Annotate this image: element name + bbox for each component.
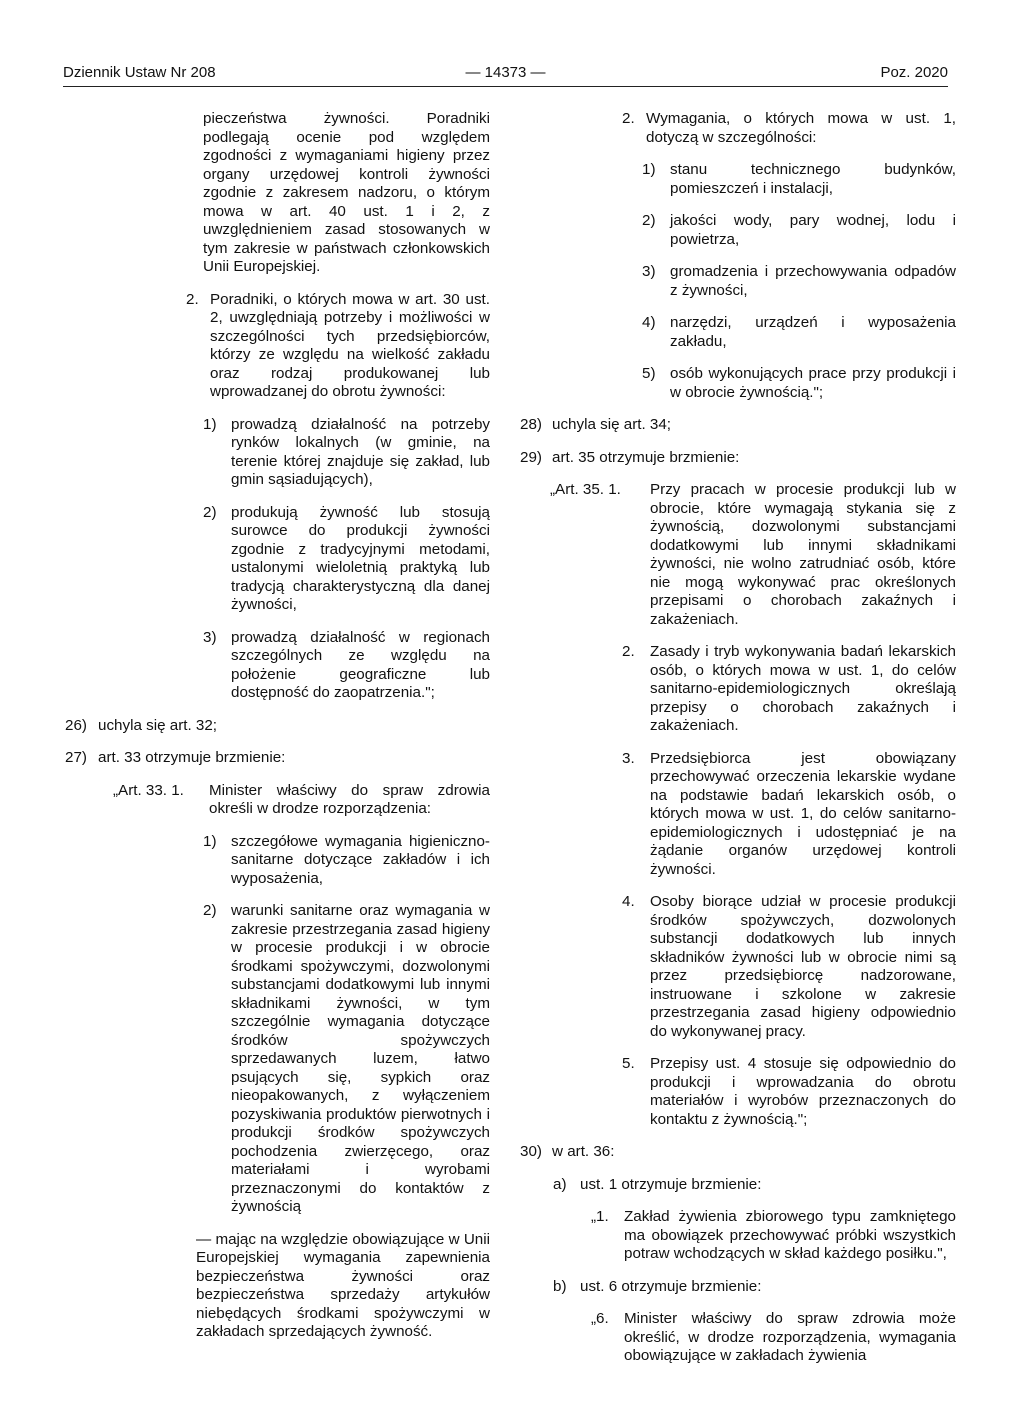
paragraph [186,291,490,402]
paragraph-label: 2) [203,902,217,919]
paragraph [553,1278,956,1297]
paragraph-label: 26) [65,716,87,734]
paragraph [591,1310,956,1366]
paragraph-label: 3. [622,749,635,767]
paragraph-label: 30) [520,1143,542,1160]
paragraph-text: szczegółowe wymagania higieniczno-sanitarne dotyczące zakładów i ich wyposażenia, [231,832,490,887]
paragraph-label: 4) [642,314,656,331]
paragraph-label: 27) [65,749,87,766]
journal-title: Dziennik Ustaw Nr 208 [63,64,216,81]
paragraph-text: Przedsiębiorca jest obowiązany przechowywać orzeczenia lekarskie wydane na podstawie badań lekarskich osób, o których mowa w ust. 1, do celów sanitarno-epidemiologicznych i udostępniać je na żądanie organów urzędowej kontroli żywności. [650,749,956,878]
paragraph-text: Wymagania, o których mowa w ust. 1, dotyczą w szczególności: [646,110,956,146]
paragraph-label: 2. [622,110,635,127]
paragraph [591,1208,956,1264]
paragraph [65,749,490,768]
page-header [63,64,948,87]
paragraph-label: 2) [642,212,656,229]
paragraph-label: 2) [203,503,217,521]
paragraph-text: Zakład żywienia zbiorowego typu zamkniętego ma obowiązek przechowywać próbki wszystkich potraw wchodzących w skład każdego posiłku.", [624,1208,956,1262]
paragraph [550,481,956,629]
paragraph [622,750,956,880]
paragraph [622,643,956,736]
paragraph [622,110,956,147]
paragraph-text: art. 33 otrzymuje brzmienie: [98,749,286,766]
position-number: Poz. 2020 [880,64,948,81]
paragraph [642,263,956,300]
paragraph-label: 1) [642,161,656,178]
paragraph-label: 1) [203,832,217,850]
paragraph-text: jakości wody, pary wodnej, lodu i powietrza, [670,212,956,248]
paragraph [520,449,956,468]
paragraph-text: art. 35 otrzymuje brzmienie: [552,448,740,466]
paragraph-text: w art. 36: [552,1143,615,1160]
paragraph-text: prowadzą działalność na potrzeby rynków lokalnych (w gminie, na terenie której znajduje się zakład, lub gmin sąsiadujących), [231,415,490,488]
paragraph-text: gromadzenia i przechowywania odpadów z żywności, [670,263,956,299]
paragraph-text: produkują żywność lub stosują surowce do produkcji żywności zgodnie z tradycyjnymi metodami, ustalonymi wieloletnią praktyką lub tradycją charakterystyczną dla danej żywności, [231,503,490,613]
paragraph-label: 1) [203,415,217,433]
paragraph-label: a) [553,1175,567,1193]
paragraph [553,1176,956,1195]
paragraph-label: 29) [520,448,542,466]
paragraph-text: — mając na względzie obowiązujące w Unii Europejskiej wymagania zapewnienia bezpieczeństwa żywności oraz bezpieczeństwa sprzedaży artykułów niebędących środkami spożywczymi w zakładach sprzedających żywność. [196,1230,490,1340]
paragraph-text: Minister właściwy do spraw zdrowia określi w drodze rozporządzenia: [209,781,490,817]
paragraph-text: pieczeństwa żywności. Poradniki podlegają ocenie pod względem zgodności z wymaganiami higieny przez organy urzędowej kontroli żywności zgodnie z zakresem nadzoru, o którym mowa w art. 40 ust. 1 i 2, z uwzględnieniem zasad stosowanych w tym zakresie w państwach członkowskich Unii Europejskiej. [203,110,490,275]
paragraph [642,161,956,198]
paragraph [520,1143,956,1162]
paragraph-label: 3) [642,263,656,280]
paragraph-text: Poradniki, o których mowa w art. 30 ust. 2, uwzględniają potrzeby i możliwości w szczególności tych przedsiębiorców, którzy ze względu na wielkość zakładu oraz rodzaj produkowanej lub wprowadzanej do obrotu żywności: [210,290,490,400]
paragraph-label: 5. [622,1055,635,1072]
paragraph-label: „Art. 33. 1. [113,781,184,799]
paragraph-text: warunki sanitarne oraz wymagania w zakresie przestrzegania zasad higieny w procesie produkcji i w obrocie środkami spożywczymi, dozwolonymi substancjami dodatkowymi lub innymi składnikami żywności, w tym szczególnie wymagania dotyczące środków spożywczych sprzedawanych luzem, łatwo psujących się, sypkich oraz nieopakowanych, z wyłączeniem pozyskiwania produktów pierwotnych i produkcji środków spożywczych pochodzenia zwierzęcego, oraz materiałami i wyrobami przeznaczonymi do kontaktów z żywnością [231,902,490,1215]
paragraph [203,902,490,1217]
paragraph [520,416,956,435]
paragraph-label: „Art. 35. 1. [550,481,621,498]
paragraph [203,504,490,615]
paragraph-text: uchyla się art. 32; [98,716,218,734]
paragraph-label: 28) [520,416,542,433]
paragraph-text: uchyla się art. 34; [552,416,672,433]
paragraph [642,365,956,402]
paragraph-text: Przy pracach w procesie produkcji lub w obrocie, które wymagają stykania się z żywnością, dozwolonymi substancjami dodatkowymi lub innymi składnikami żywności, nie wolno zatrudniać osób, które nie mogą wykonywać prac określonych przepisami o chorobach zakaźnych i zakażeniach. [650,481,956,628]
paragraph [203,833,490,889]
paragraph-label: b) [553,1277,567,1295]
left-column [60,110,490,1356]
paragraph-label: 5) [642,365,656,382]
paragraph [642,314,956,351]
paragraph-label: 4. [622,893,635,910]
paragraph [65,717,490,736]
right-column [520,110,956,1380]
paragraph-text: osób wykonujących prace przy produkcji i w obrocie żywnością."; [670,365,956,401]
paragraph-label: „6. [591,1310,609,1327]
paragraph [642,212,956,249]
paragraph [203,416,490,490]
paragraph [622,893,956,1041]
paragraph-label: „1. [591,1208,609,1225]
paragraph-text: stanu technicznego budynków, pomieszczeń i instalacji, [670,161,956,197]
paragraph-text: Osoby biorące udział w procesie produkcji środków spożywczych, dozwolonych substancji dodatkowych lub innych składników żywności lub w obrocie nimi są przez przedsiębiorcę nadzorowane, instruowane i szkolone w zakresie przestrzegania zasad higieny odpowiednio do wykonywanej pracy. [650,893,956,1040]
paragraph [622,1055,956,1129]
paragraph-text: ust. 6 otrzymuje brzmienie: [580,1277,762,1295]
paragraph [113,782,490,819]
paragraph-text: prowadzą działalność w regionach szczególnych ze względu na położenie geograficzne lub dostępność do zaopatrzenia."; [231,628,490,701]
paragraph-text: Zasady i tryb wykonywania badań lekarskich osób, o których mowa w ust. 1, do celów sanitarno-epidemiologicznych określają przepisy o chorobach zakaźnych i zakażeniach. [650,643,956,734]
paragraph [196,1231,490,1342]
paragraph-label: 2. [186,290,199,308]
paragraph [203,629,490,703]
paragraph-text: ust. 1 otrzymuje brzmienie: [580,1175,762,1193]
paragraph-text: narzędzi, urządzeń i wyposażenia zakładu, [670,314,956,350]
paragraph-label: 3) [203,628,217,646]
paragraph-text: Minister właściwy do spraw zdrowia może określić, w drodze rozporządzenia, wymagania obowiązujące w zakładach żywienia [624,1310,956,1364]
page-number: — 14373 — [465,64,546,81]
paragraph-text: Przepisy ust. 4 stosuje się odpowiednio do produkcji i wprowadzania do obrotu materiałów i wyrobów przeznaczonych do kontaktu z żywnością."; [650,1055,956,1128]
paragraph [203,110,490,277]
paragraph-label: 2. [622,643,635,660]
